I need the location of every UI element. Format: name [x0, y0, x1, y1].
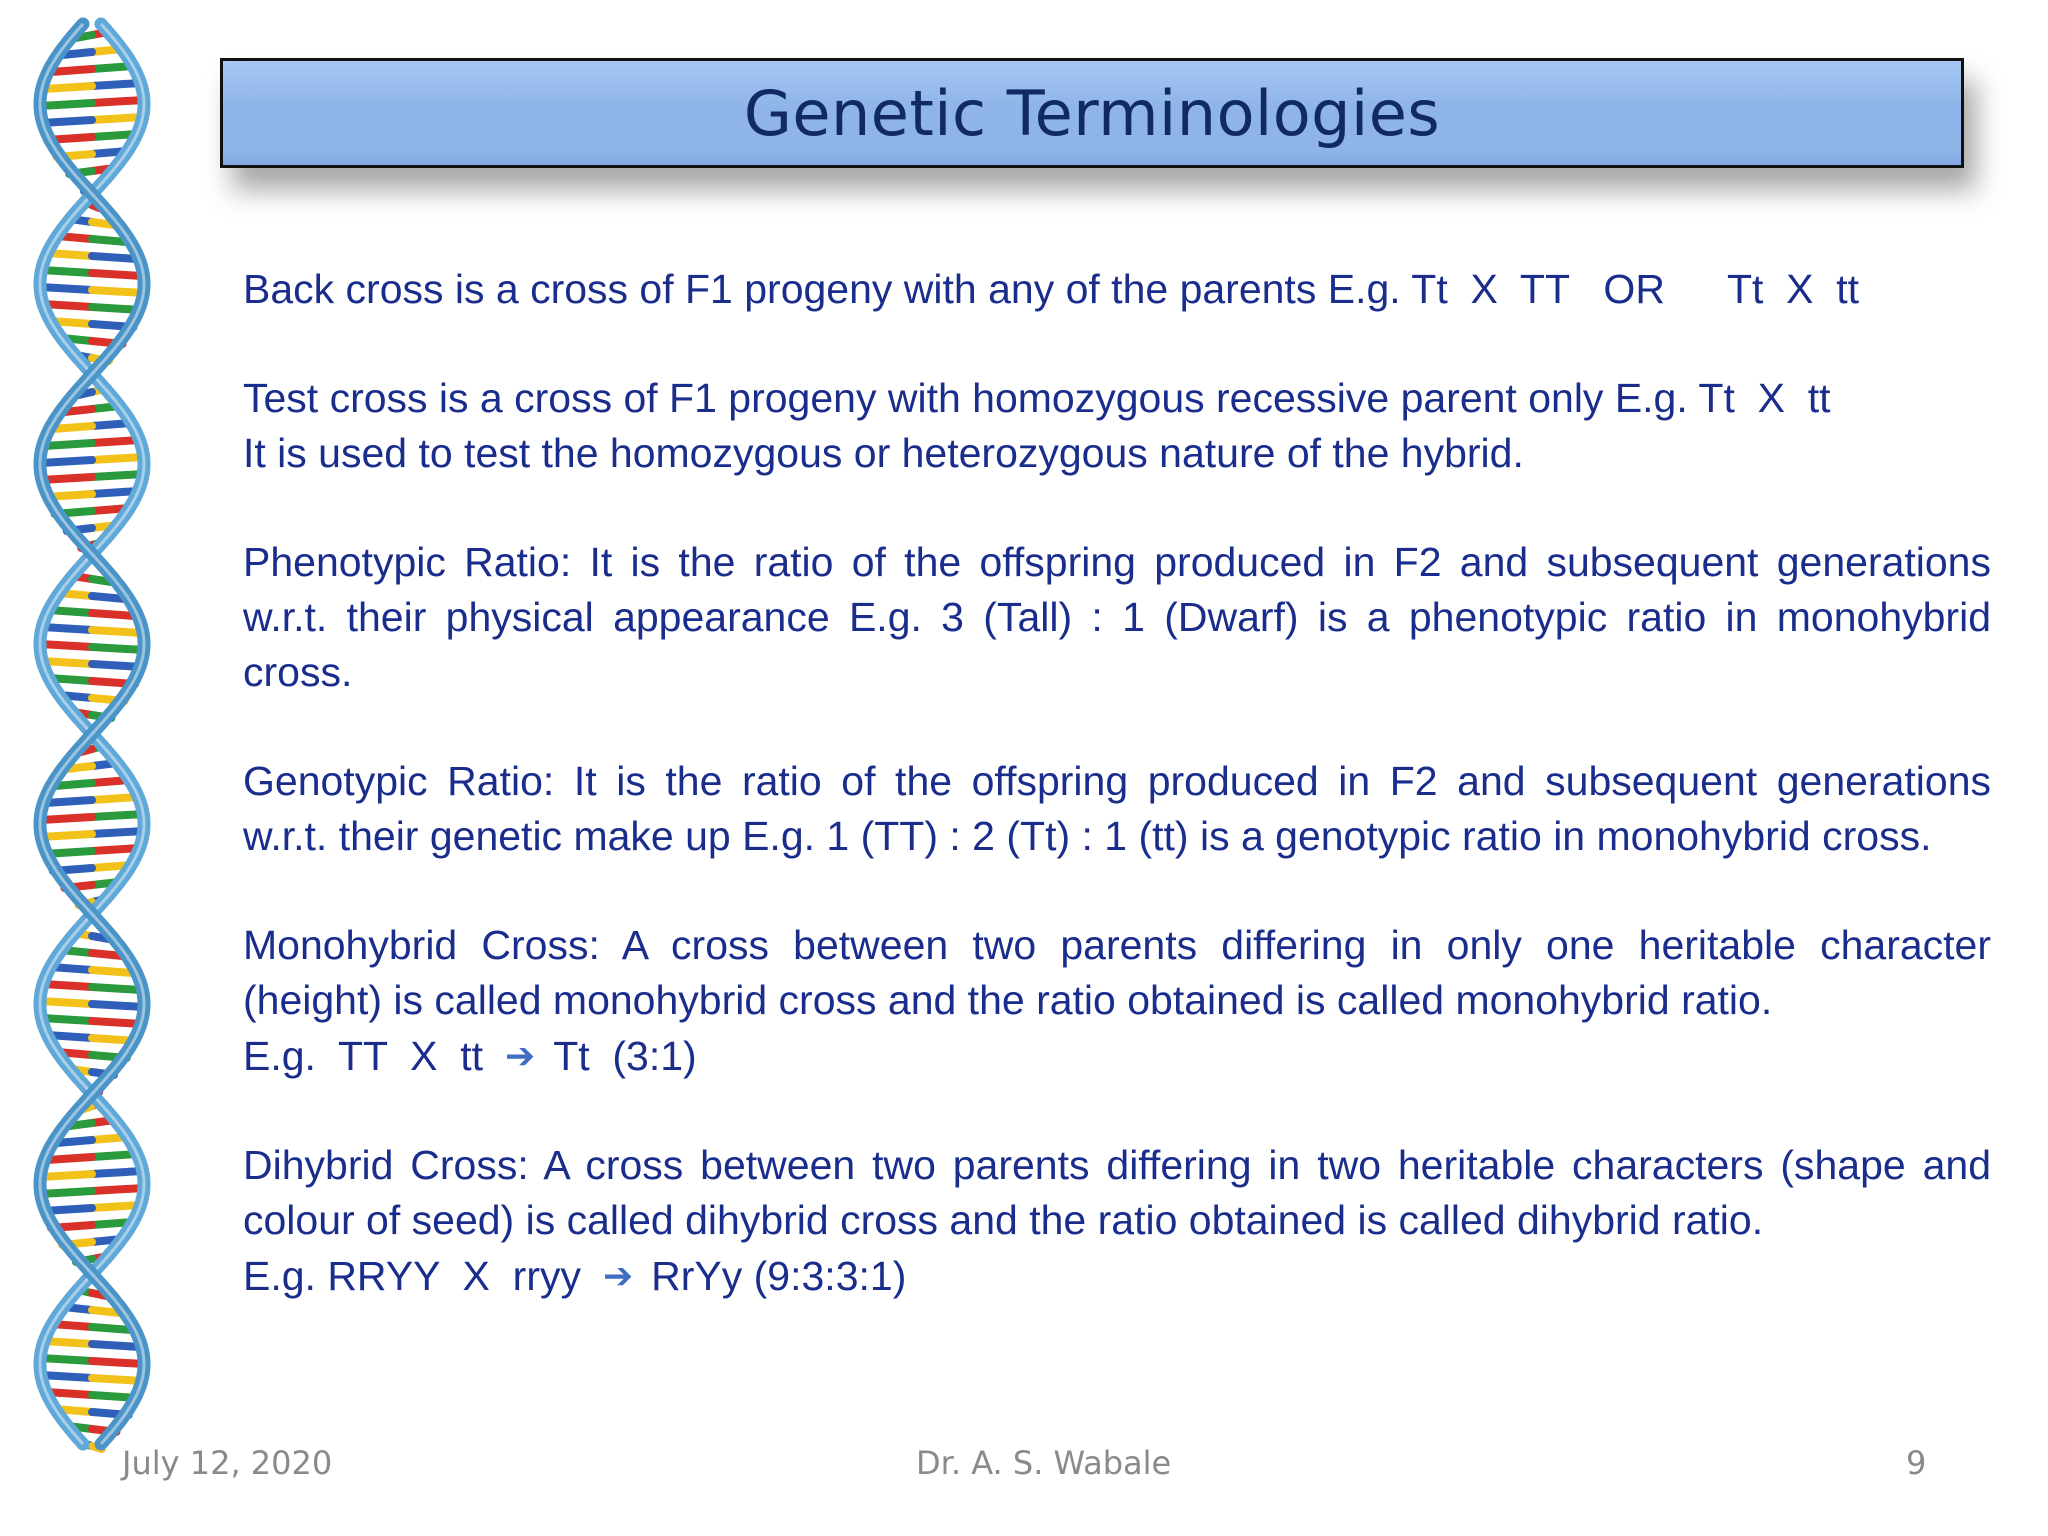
monohybrid-line-1: Monohybrid Cross: A cross between two parents differing in only one heritable character [243, 922, 1991, 968]
dna-base-pair [40, 644, 92, 647]
dna-base-pair [92, 1188, 144, 1191]
test-cross-paragraph [243, 371, 1991, 481]
dihybrid-paragraph [243, 1138, 1991, 1304]
dihybrid-example [243, 1248, 1991, 1304]
dna-base-pair [42, 270, 92, 273]
footer-date: July 12, 2020 [122, 1444, 333, 1482]
footer-author: Dr. A. S. Wabale [916, 1444, 1172, 1482]
slide-title: Genetic Terminologies [743, 76, 1441, 150]
dna-base-pair [92, 273, 142, 276]
dna-base-pair [42, 627, 92, 630]
dna-base-pair [92, 100, 144, 103]
dna-base-pair [40, 1358, 92, 1361]
dna-base-pair [47, 1157, 92, 1160]
title-banner [220, 58, 1964, 168]
dna-base-pair [46, 800, 92, 803]
dna-base-pair [41, 1375, 92, 1378]
dna-base-pair [92, 814, 143, 817]
dna-base-pair [43, 984, 92, 987]
monohybrid-example-parents: E.g. TT X tt [243, 1033, 484, 1079]
dna-base-pair [51, 69, 92, 72]
dna-base-pair [92, 970, 134, 973]
test-cross-line-2: It is used to test the homozygous or heterozygous nature of the hybrid. [243, 430, 1524, 476]
dna-base-pair [44, 443, 92, 446]
dna-base-pair [40, 1191, 92, 1194]
dna-base-pair [44, 1341, 92, 1344]
genotypic-ratio-paragraph [243, 754, 1991, 864]
test-cross-line-1: Test cross is a cross of F1 progeny with homozygous recessive parent only E.g. Tt X tt [243, 375, 1831, 421]
dna-base-pair [55, 783, 92, 786]
dna-base-pair [92, 1361, 144, 1364]
dna-base-pair [92, 1171, 143, 1174]
dna-base-pair [40, 1001, 92, 1004]
dna-base-pair [92, 1344, 140, 1347]
dihybrid-example-result: RrYy (9:3:3:1) [651, 1253, 907, 1299]
genotypic-line-1: Genotypic Ratio: It is the ratio of the offspring produced in F2 and subsequent generations [243, 758, 1991, 804]
dna-base-pair [92, 647, 144, 650]
dna-base-pair [92, 1327, 132, 1330]
dihybrid-line-2: colour of seed) is called dihybrid cross and the ratio obtained is called dihybrid ratio. [243, 1197, 1764, 1243]
phenotypic-line-2: w.r.t. their physical appearance E.g. 3 (Tall) : 1 (Dwarf) is a phenotypic ratio in monohybrid [243, 594, 1991, 640]
dihybrid-line-1: Dihybrid Cross: A cross between two parents differing in two heritable characters (shape and [243, 1142, 1991, 1188]
dna-base-pair [92, 613, 135, 616]
dna-base-pair [40, 460, 92, 463]
dna-base-pair [92, 83, 141, 86]
dna-base-pair [92, 987, 141, 990]
phenotypic-line-3: cross. [243, 649, 353, 695]
right-arrow-icon: ➔ [602, 1255, 634, 1296]
back-cross-example: Tt X tt [1726, 266, 1860, 312]
phenotypic-ratio-paragraph [243, 535, 1991, 700]
dna-helix-image [30, 14, 180, 1454]
dna-base-pair [53, 426, 92, 429]
dihybrid-example-parents: E.g. RRYY X rryy [243, 1253, 581, 1299]
dna-base-pair [40, 834, 92, 837]
dna-base-pair [92, 831, 144, 834]
dna-base-pair [41, 817, 92, 820]
dna-base-pair [40, 287, 92, 290]
dna-base-pair [42, 1018, 92, 1021]
monohybrid-example [243, 1028, 1991, 1084]
dna-base-pair [92, 630, 142, 633]
dna-base-pair [92, 290, 144, 293]
dna-base-pair [41, 1174, 92, 1177]
monohybrid-line-2: (height) is called monohybrid cross and the ratio obtained is called monohybrid ratio. [243, 977, 1773, 1023]
page-number: 9 [1906, 1444, 1927, 1482]
monohybrid-paragraph [243, 918, 1991, 1084]
back-cross-line [243, 262, 1991, 317]
slide-body [243, 262, 1991, 1304]
dna-base-pair [92, 457, 144, 460]
genotypic-line-2: w.r.t. their genetic make up E.g. 1 (TT) : 2 (Tt) : 1 (tt) is a genotypic ratio in monohybrid cross. [243, 813, 1932, 859]
back-cross-text: Back cross is a cross of F1 progeny with any of the parents E.g. Tt X TT OR [243, 266, 1665, 312]
dna-base-pair [92, 117, 143, 120]
dna-base-pair [43, 86, 92, 89]
dna-base-pair [92, 256, 137, 259]
dna-base-pair [40, 103, 92, 106]
phenotypic-line-1: Phenotypic Ratio: It is the ratio of the offspring produced in F2 and subsequent generations [243, 539, 1991, 585]
dna-base-pair [92, 797, 138, 800]
dna-base-pair [92, 474, 143, 477]
dna-base-pair [92, 440, 140, 443]
right-arrow-icon: ➔ [505, 1035, 536, 1076]
dna-base-pair [92, 1004, 144, 1007]
back-cross-paragraph [243, 262, 1991, 317]
monohybrid-example-result: Tt (3:1) [553, 1033, 697, 1079]
